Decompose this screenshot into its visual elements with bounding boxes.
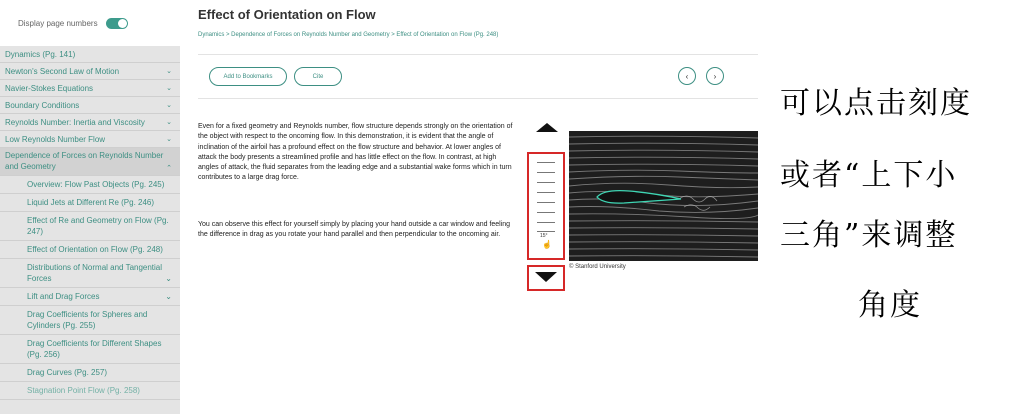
annotation-line: 角度 (858, 288, 922, 323)
chevron-up-icon[interactable]: ⌃ (166, 165, 172, 172)
chevron-down-icon[interactable]: ⌄ (166, 85, 172, 92)
chevron-down-icon[interactable]: ⌄ (166, 102, 172, 109)
angle-tick[interactable] (537, 182, 555, 183)
angle-scale[interactable] (527, 152, 565, 260)
page-title: Effect of Orientation on Flow (198, 7, 376, 22)
angle-tick[interactable] (537, 172, 555, 173)
angle-tick[interactable] (537, 212, 555, 213)
sidebar-subitem-lift-drag[interactable] (0, 288, 180, 306)
sidebar-subitem-label: Liquid Jets at Different Re (Pg. 246) (27, 198, 155, 207)
sidebar-subitem-effect-of-orientation[interactable] (0, 241, 180, 259)
sidebar-item-label: Low Reynolds Number Flow (5, 134, 106, 144)
angle-down-arrow-button[interactable] (535, 272, 557, 282)
sidebar-subitem-label: Effect of Orientation on Flow (Pg. 248) (27, 245, 163, 254)
toggle-knob (118, 19, 127, 28)
chevron-down-icon[interactable]: ⌄ (166, 68, 172, 75)
chevron-down-icon[interactable]: ⌄ (165, 274, 172, 283)
breadcrumb[interactable]: Dynamics > Dependence of Forces on Reynolds Number and Geometry > Effect of Orientation on Flow (Pg. 248) (198, 32, 499, 38)
sidebar-item-dependence-of-forces[interactable] (0, 148, 180, 176)
sidebar-subitem-label: Drag Coefficients for Spheres and Cylinders (Pg. 255) (27, 310, 148, 330)
angle-tick[interactable] (537, 162, 555, 163)
angle-down-highlight[interactable] (527, 265, 565, 291)
display-page-numbers-label: Display page numbers (18, 18, 98, 28)
sidebar-subitem-label: Overview: Flow Past Objects (Pg. 245) (27, 180, 165, 189)
annotation-line: 或者“上下小 (780, 158, 958, 193)
sidebar-subitem-drag-curves[interactable] (0, 364, 180, 382)
page-numbers-toggle[interactable] (106, 18, 128, 29)
sidebar-item-label: Boundary Conditions (5, 100, 80, 110)
sidebar-subitem-label: Distributions of Normal and Tangential Forces (27, 263, 163, 283)
sidebar-subitem-label: Lift and Drag Forces (27, 292, 100, 301)
sidebar-subitem-overview[interactable] (0, 176, 180, 194)
next-page-button[interactable]: › (706, 67, 724, 85)
chevron-down-icon[interactable]: ⌄ (166, 136, 172, 143)
sidebar-item-boundary-conditions[interactable] (0, 97, 180, 114)
cite-button[interactable]: Cite (294, 67, 342, 86)
annotation-panel (762, 0, 1029, 414)
sidebar (0, 0, 180, 414)
sidebar-item-label: Dynamics (Pg. 141) (5, 49, 76, 59)
angle-value-label: 15° (540, 233, 548, 239)
divider (198, 98, 758, 99)
sidebar-item-navier-stokes[interactable] (0, 80, 180, 97)
sidebar-subitem-distributions[interactable] (0, 259, 180, 288)
sidebar-subitem-drag-spheres[interactable] (0, 306, 180, 335)
sidebar-subitem-label: Effect of Re and Geometry on Flow (Pg. 247) (27, 216, 169, 236)
sidebar-item-low-reynolds[interactable] (0, 131, 180, 148)
body-paragraph: Even for a fixed geometry and Reynolds number, flow structure depends strongly on the orientation of the object with respect to the oncoming flow. In this demonstration, it is evident that the angle of inclination of the airfoil has a profound effect on the flow structure and behavior. At lower angles of attack the body presents a streamlined profile and has little effect on the flow. In contrast, at high angles of attack, the fluid separates from the leading edge and a substantial wake forms which in turn contributes to a large drag force. (198, 123, 513, 182)
sidebar-subitem-stagnation[interactable] (0, 382, 180, 400)
sidebar-subitem-label: Drag Curves (Pg. 257) (27, 368, 108, 377)
sidebar-item-label: Navier-Stokes Equations (5, 83, 94, 93)
angle-up-arrow-button[interactable] (536, 123, 558, 132)
body-paragraph: You can observe this effect for yourself simply by placing your hand outside a car window and feeling the difference in drag as you rotate your hand parallel and then perpendicular to the oncoming air. (198, 221, 511, 239)
sidebar-item-label: Newton's Second Law of Motion (5, 66, 120, 76)
sidebar-subitem-label: Drag Coefficients for Different Shapes (Pg. 256) (27, 339, 162, 359)
divider (198, 54, 758, 55)
sidebar-item-label: Dependence of Forces on Reynolds Number and Geometry (5, 151, 164, 171)
sidebar-subitem-effect-of-re[interactable] (0, 212, 180, 241)
chevron-down-icon[interactable]: ⌄ (165, 292, 172, 301)
sidebar-subitem-drag-shapes[interactable] (0, 335, 180, 364)
angle-tick[interactable] (537, 231, 555, 232)
sidebar-item-reynolds-number[interactable] (0, 114, 180, 131)
page-number-toggle-row (0, 0, 180, 46)
main-content (180, 0, 760, 414)
prev-page-button[interactable]: ‹ (678, 67, 696, 85)
flow-streamlines-graphic (569, 131, 758, 261)
image-caption: © Stanford University (569, 264, 626, 270)
chevron-down-icon[interactable]: ⌄ (166, 119, 172, 126)
sidebar-item-newtons-second-law[interactable] (0, 63, 180, 80)
add-to-bookmarks-button[interactable]: Add to Bookmarks (209, 67, 287, 86)
sidebar-item-dynamics[interactable] (0, 46, 180, 63)
sidebar-item-label: Reynolds Number: Inertia and Viscosity (5, 117, 145, 127)
sidebar-subitem-label: Stagnation Point Flow (Pg. 258) (27, 386, 140, 395)
airfoil-flow-image (569, 131, 758, 261)
hand-cursor-icon: ☝ (542, 240, 552, 249)
annotation-line: 可以点击刻度 (780, 86, 972, 121)
angle-tick[interactable] (537, 202, 555, 203)
annotation-line: 三角”来调整 (780, 218, 958, 253)
angle-tick[interactable] (537, 222, 555, 223)
angle-tick[interactable] (537, 192, 555, 193)
sidebar-subitem-liquid-jets[interactable] (0, 194, 180, 212)
